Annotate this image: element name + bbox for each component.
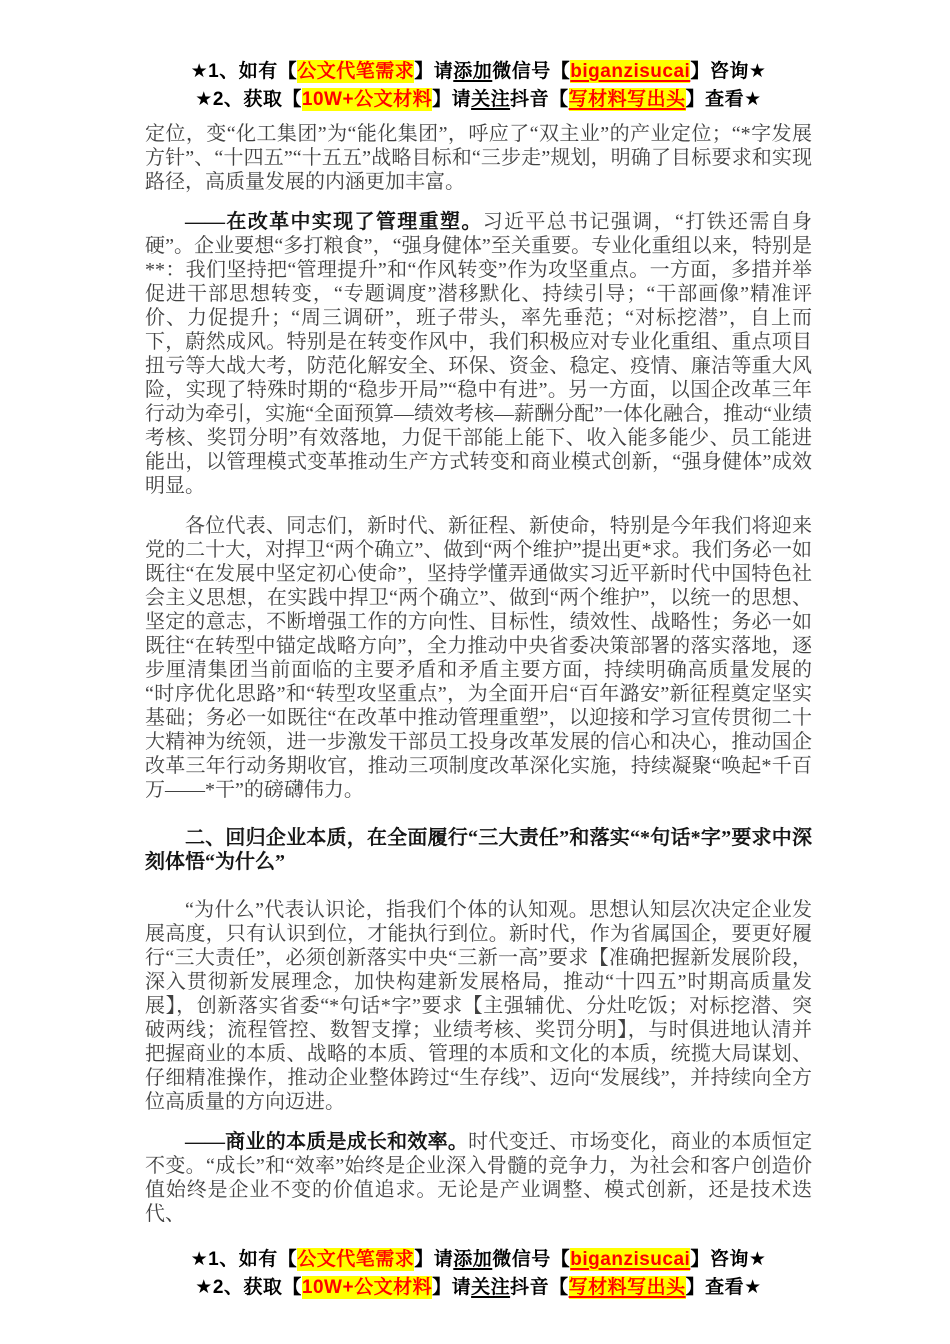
paragraph-text: 定位，变“化工集团”为“能化集团”，呼应了“双主业”的产业定位；“*字发展方针”、“十四五”“十五五”战略目标和“三步走”规划，明确了目标要求和实现路径，高质量发展的内涵更加丰富。	[145, 123, 812, 193]
promo-text: 】请	[414, 61, 454, 82]
promo-action-follow: 关注	[471, 1277, 511, 1298]
section-heading-text: 二、回归企业本质，在全面履行“三大责任”和落实“*句话*字”要求中深刻体悟“为什么”	[145, 827, 812, 873]
promo-highlight-materials: 10W+公文材料	[301, 1277, 433, 1298]
promo-highlight-materials: 10W+公文材料	[301, 89, 433, 110]
section-heading	[145, 826, 812, 874]
promo-text: ★2、获取【	[195, 1277, 302, 1298]
promo-text: 】咨询★	[690, 1249, 767, 1270]
promo-douyin-handle: 写材料写出头	[568, 89, 686, 110]
promo-wechat-id: biganzisucai	[570, 1249, 691, 1270]
promo-text: 】查看★	[685, 1277, 762, 1298]
promo-text: ★1、如有【	[190, 61, 298, 82]
promo-text: ★1、如有【	[190, 1249, 298, 1270]
promo-text: 微信号【	[492, 61, 571, 82]
promo-text: 】查看★	[685, 89, 762, 110]
promo-line-1	[145, 58, 812, 86]
promo-text: 】请	[432, 1277, 472, 1298]
paragraph-text: “为什么”代表认识论，指我们个体的认知观。思想认知层次决定企业发展高度，只有认识到位，才能执行到位。新时代，作为省属国企，要更好履行“三大责任”，必须创新落实中央“三新一高”要求【准确把握新发展阶段，深入贯彻新发展理念，加快构建新发展格局，推动“十四五”时期高质量发展】，创新落实省委“*句话*字”要求【主强辅优、分灶吃饭；对标挖潜、突破两线；流程管控、数智支撑；业绩考核、奖罚分明】，与时俱进地认清并把握商业的本质、战略的本质、管理的本质和文化的本质，统揽大局谋划、仔细精准操作，推动企业整体跨过“生存线”、迈向“发展线”，并持续向全方位高质量的方向迈进。	[145, 899, 812, 1113]
promo-wechat-id: biganzisucai	[570, 61, 691, 82]
paragraph-continuation	[145, 122, 812, 194]
promo-text: 】请	[432, 89, 472, 110]
promo-action-follow: 关注	[471, 89, 511, 110]
promo-header	[145, 58, 812, 114]
promo-highlight-service: 公文代笔需求	[297, 61, 415, 82]
promo-text: 微信号【	[492, 1249, 571, 1270]
paragraph-text: 各位代表、同志们，新时代、新征程、新使命，特别是今年我们将迎来党的二十大，对捍卫“两个确立”、做到“两个维护”提出更*求。我们务必一如既往“在发展中坚定初心使命”，坚持学懂弄通做实习近平新时代中国特色社会主义思想，在实践中捍卫“两个确立”、做到“两个维护”，以统一的思想、坚定的意志，不断增强工作的方向性、目标性，绩效性、战略性；务必一如既往“在转型中锚定战略方向”，全力推动中央省委决策部署的落实落地，逐步厘清集团当前面临的主要矛盾和矛盾主要方面，持续明确高质量发展的“时序优化思路”和“转型攻坚重点”，为全面开启“百年潞安”新征程奠定坚实基础；务必一如既往“在改革中推动管理重塑”，以迎接和学习宣传贯彻二十大精神为统领，进一步激发干部员工投身改革发展的信心和决心，推动国企改革三年行动务期收官，推动三项制度改革深化实施，持续凝聚“唤起*千百万——*干”的磅礴伟力。	[145, 515, 812, 801]
promo-text: ★2、获取【	[195, 89, 302, 110]
promo-douyin-handle: 写材料写出头	[568, 1277, 686, 1298]
promo-line-2	[145, 1274, 812, 1302]
paragraph-lead-bold: ——在改革中实现了管理重塑。	[185, 211, 483, 233]
paragraph-text: 时代变迁、市场变化，商业的本质恒定不变。“成长”和“效率”始终是企业深入骨髓的竞争力，为社会和客户创造价值始终是企业不变的价值追求。无论是产业调整、模式创新，还是技术迭代、	[145, 1131, 813, 1225]
promo-text: 抖音【	[510, 89, 569, 110]
promo-text: 】请	[414, 1249, 454, 1270]
promo-action-add: 添加	[453, 1249, 493, 1270]
document-body	[145, 122, 812, 1226]
paragraph-new-era-address	[145, 514, 812, 802]
promo-footer	[145, 1246, 812, 1302]
promo-line-1	[145, 1246, 812, 1274]
promo-highlight-service: 公文代笔需求	[297, 1249, 415, 1270]
promo-text: 抖音【	[510, 1277, 569, 1298]
paragraph-text: 习近平总书记强调，“打铁还需自身硬”。企业要想“多打粮食”，“强身健体”至关重要。专业化重组以来，特别是**：我们坚持把“管理提升”和“作风转变”作为攻坚重点。一方面，多措并举促进干部思想转变，“专题调度”潜移默化、持续引导；“干部画像”精准评价、力促提升；“周三调研”，班子带头，率先垂范；“对标挖潜”，自上而下，蔚然成风。特别是在转变作风中，我们积极应对专业化重组、重点项目扭亏等大战大考，防范化解安全、环保、资金、稳定、疫情、廉洁等重大风险，实现了特殊时期的“稳步开局”“稳中有进”。另一方面，以国企改革三年行动为牵引，实施“全面预算—绩效考核—薪酬分配”一体化融合，推动“业绩考核、奖罚分明”有效落地，力促干部能上能下、收入能多能少、员工能进能出，以管理模式变革推动生产方式转变和商业模式创新，“强身健体”成效明显。	[145, 211, 812, 497]
paragraph-reform-management	[145, 210, 812, 498]
paragraph-lead-bold: ——商业的本质是成长和效率。	[185, 1131, 469, 1153]
paragraph-business-essence	[145, 1130, 812, 1226]
promo-line-2	[145, 86, 812, 114]
paragraph-why	[145, 898, 812, 1114]
promo-text: 】咨询★	[690, 61, 767, 82]
promo-action-add: 添加	[453, 61, 493, 82]
